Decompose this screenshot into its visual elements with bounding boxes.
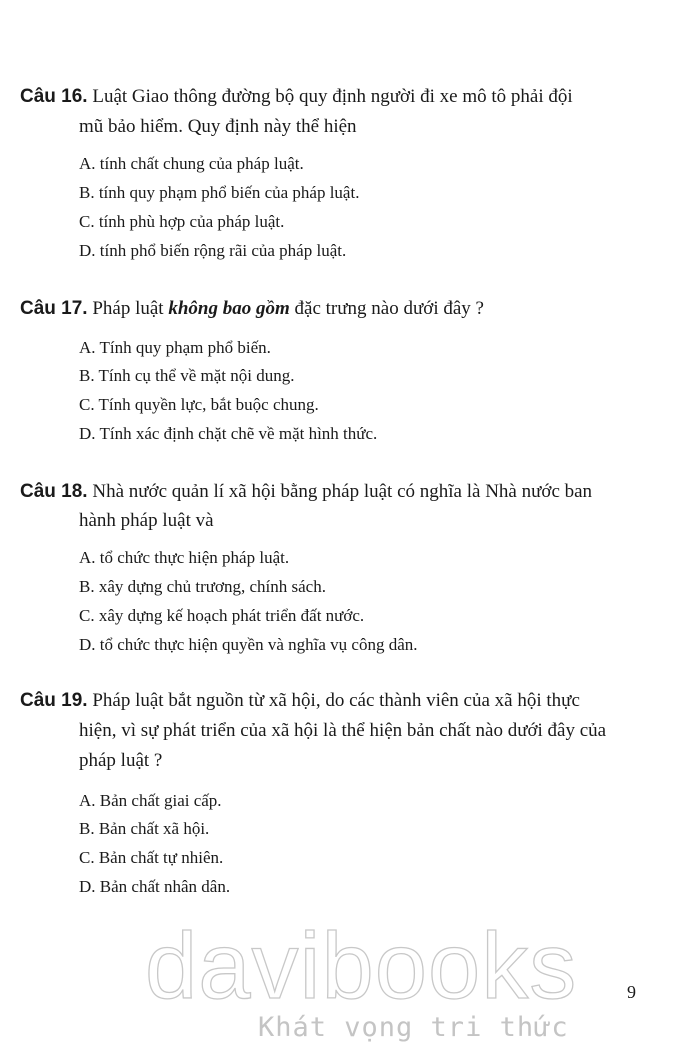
watermark-slogan: Khát vọng tri thức [258,1012,569,1043]
question-16-option-a: A. tính chất chung của pháp luật. [79,154,304,173]
question-18-stem-line-2: hành pháp luật và [79,510,214,531]
question-17-option-a: A. Tính quy phạm phổ biến. [79,338,271,357]
question-19-stem-line-2: hiện, vì sự phát triển của xã hội là thể hiện bản chất nào dưới đây của [79,720,607,741]
page-number: 9 [627,982,636,1002]
question-19-option-a: A. Bản chất giai cấp. [79,791,222,810]
question-17-option-c: C. Tính quyền lực, bắt buộc chung. [79,395,319,414]
question-18-option-b: B. xây dựng chủ trương, chính sách. [79,577,326,596]
question-17-option-b: B. Tính cụ thể về mặt nội dung. [79,366,295,385]
question-18-option-a: A. tổ chức thực hiện pháp luật. [79,548,290,567]
question-number: Câu 19. [20,690,88,711]
question-19-option-d: D. Bản chất nhân dân. [79,877,231,896]
question-number: Câu 17. [20,298,88,319]
question-text: đặc trưng nào dưới đây ? [294,298,484,319]
question-19-stem-line-3: pháp luật ? [79,750,163,771]
question-19-stem-line-1 [20,688,650,714]
question-17-option-d: D. Tính xác định chặt chẽ về mặt hình thức. [79,424,378,443]
question-18-stem-line-1 [20,479,650,505]
question-text: Pháp luật [92,298,164,319]
question-emphasis: không bao gồm [168,298,290,319]
question-number: Câu 16. [20,86,88,107]
question-18-option-d: D. tổ chức thực hiện quyền và nghĩa vụ công dân. [79,635,418,654]
question-19-option-c: C. Bản chất tự nhiên. [79,848,224,867]
question-19-option-b: B. Bản chất xã hội. [79,819,210,838]
question-text: Pháp luật bắt nguồn từ xã hội, do các thành viên của xã hội thực [92,690,580,711]
watermark-brand: davibooks [145,913,578,1018]
question-number: Câu 18. [20,481,88,502]
question-16-option-d: D. tính phổ biến rộng rãi của pháp luật. [79,241,347,260]
question-16-stem-line-1 [20,84,650,110]
question-text: Nhà nước quản lí xã hội bằng pháp luật có nghĩa là Nhà nước ban [92,481,593,502]
question-16-stem-line-2: mũ bảo hiểm. Quy định này thể hiện [79,116,357,137]
question-18-option-c: C. xây dựng kế hoạch phát triển đất nước. [79,606,365,625]
question-text: Luật Giao thông đường bộ quy định người đi xe mô tô phải đội [92,86,573,107]
question-16-option-c: C. tính phù hợp của pháp luật. [79,212,285,231]
question-16-option-b: B. tính quy phạm phổ biến của pháp luật. [79,183,360,202]
question-17-stem [20,296,650,322]
